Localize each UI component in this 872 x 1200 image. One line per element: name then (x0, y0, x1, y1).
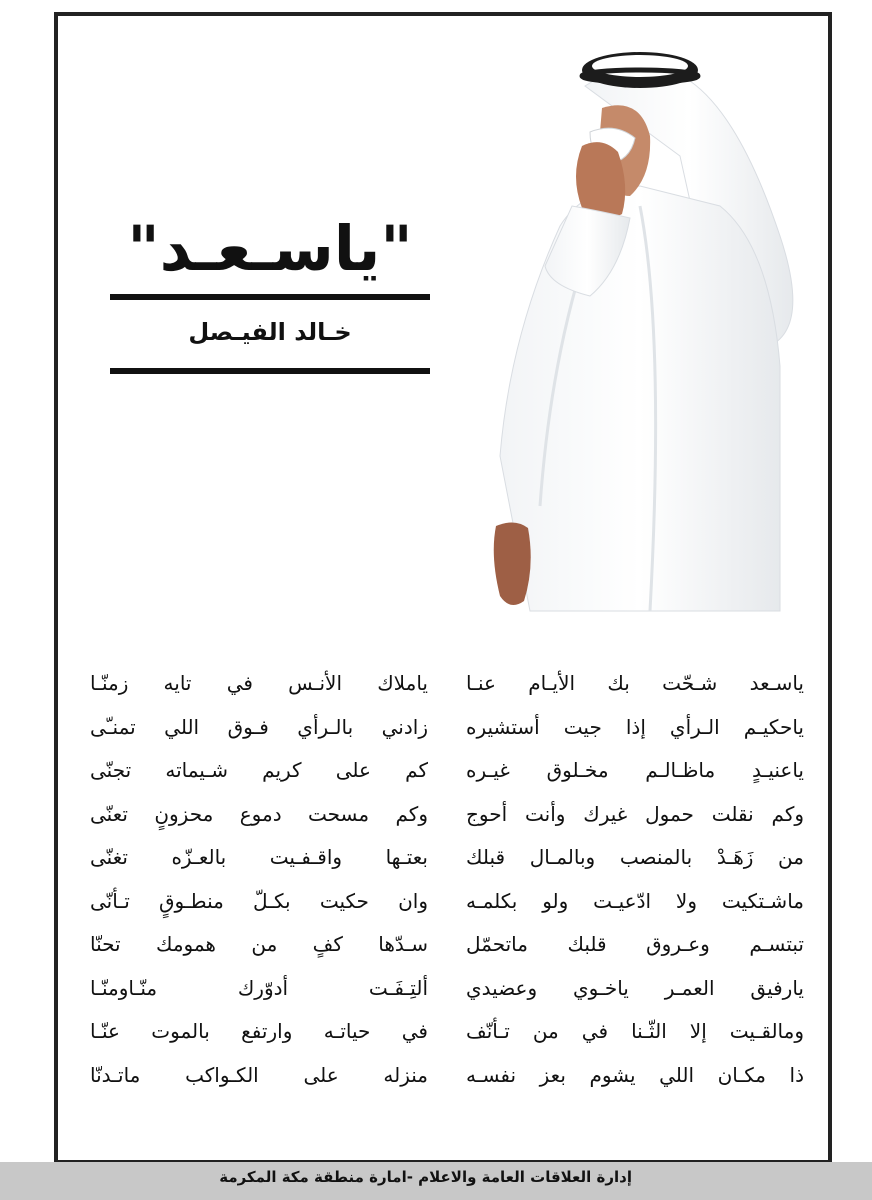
poem-left-column (90, 662, 428, 1097)
poem-line: وكم مسحت دموع محزونٍ تعنّى (90, 801, 428, 826)
poem-line: في حياتـه وارتفع بالموت عنّـا (90, 1019, 428, 1043)
poem-line: ياحكيـم الـرأي إذا جيت أستشيره (466, 714, 804, 739)
man-in-white-thobe-and-ghutra-icon (490, 36, 810, 616)
poem-line: ياسـعد شـحّت بك الأيـام عنـا (466, 671, 804, 695)
poem-line: بعتـها واقـفـيت بالعـزّه تغنّى (90, 845, 428, 869)
poem-line: من زَهَـدْ بالمنصب وبالمـال قبلك (466, 845, 804, 869)
poem-line: ماشـتكيت ولا ادّعيـت ولو بكلمـه (466, 888, 804, 913)
poem-line: كم على كريم شـيماته تجنّى (90, 758, 428, 782)
poem-line: يارفيق العمـر ياخـوي وعضيدي (466, 975, 804, 1000)
poem-line: ياملاك الأنـس في تايه زمنّـا (90, 671, 428, 695)
poem-line: سـدّها كفٍ من همومك تحنّا (90, 932, 428, 956)
poem-right-column (466, 662, 804, 1097)
poem-line: ياعنيـدٍ ماظـالـم مخـلوق غيـره (466, 758, 804, 782)
poem-line: وكم نقلت حمول غيرك وأنت أحوج (466, 801, 804, 826)
poem-line: وان حكيت بكـلّ منطـوقٍ تـأنّى (90, 888, 428, 913)
title-divider-bottom (110, 368, 430, 374)
poem-line: زادني بالـرأي فـوق اللي تمنـّى (90, 714, 428, 739)
poem-line: ألتِـفَـت أدوّرك منّـاومنّـا (90, 975, 428, 1000)
poem-line: منزله على الكـواكب ماتـدنّا (90, 1062, 428, 1087)
title-divider-top (110, 294, 430, 300)
footer-bar (0, 1162, 872, 1200)
poem-title: "ياسـعـد" (127, 212, 413, 285)
footer-credit: إدارة العلاقات العامة والاعلام -امارة منطقة مكة المكرمة (219, 1168, 632, 1186)
poem-line: ومالقـيت إلا الثّـنا في من تـأنّف (466, 1019, 804, 1043)
poem-line: ذا مكـان اللي يشوم بعز نفسـه (466, 1062, 804, 1087)
poem-author: خـالد الفيـصل (188, 318, 352, 346)
poem-line: تبتسـم وعـروق قلبك ماتحمّل (466, 932, 804, 956)
